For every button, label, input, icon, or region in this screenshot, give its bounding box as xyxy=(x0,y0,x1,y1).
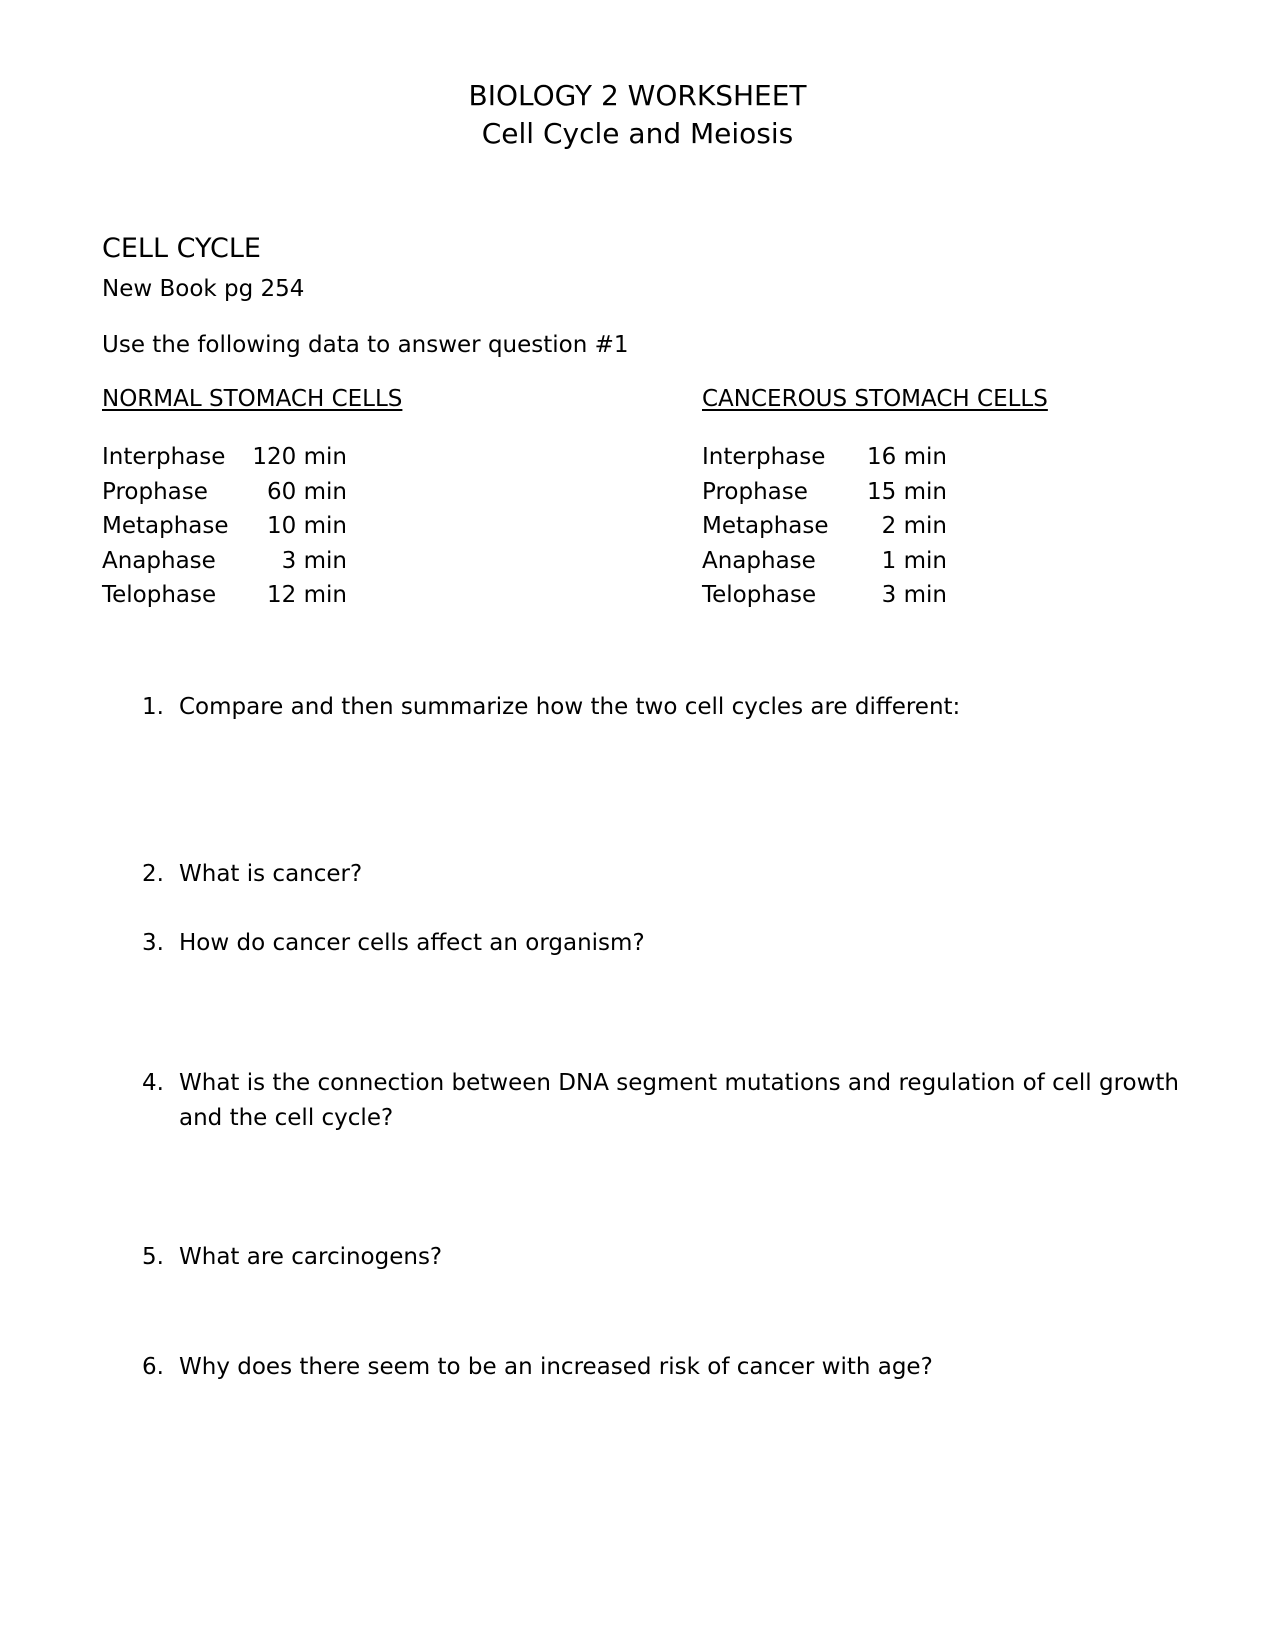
table-row xyxy=(702,544,947,579)
question-text: What are carcinogens? xyxy=(179,1244,443,1270)
phase-duration: 60 min xyxy=(267,478,347,505)
phase-duration: 12 min xyxy=(267,582,347,608)
question-3 xyxy=(138,926,1198,961)
normal-cells-heading: NORMAL STOMACH CELLS xyxy=(102,386,403,412)
phase-duration: 1 min xyxy=(881,547,947,574)
question-text: How do cancer cells affect an organism? xyxy=(179,930,645,956)
cancerous-cells-heading: CANCEROUS STOMACH CELLS xyxy=(702,386,1048,412)
worksheet-title: BIOLOGY 2 WORKSHEET xyxy=(468,79,807,112)
question-number: 1. xyxy=(142,694,164,720)
question-number: 3. xyxy=(142,930,164,956)
phase-duration: 120 min xyxy=(252,444,347,470)
question-5 xyxy=(138,1240,1198,1275)
phase-name: Interphase xyxy=(702,444,826,470)
worksheet-subtitle: Cell Cycle and Meiosis xyxy=(481,117,794,150)
phase-name: Interphase xyxy=(102,444,226,470)
table-row xyxy=(702,475,947,510)
phase-name: Anaphase xyxy=(702,547,816,574)
phase-name: Metaphase xyxy=(702,513,829,539)
phase-name: Prophase xyxy=(102,478,208,505)
phase-name: Metaphase xyxy=(102,513,229,539)
book-reference: New Book pg 254 xyxy=(102,276,305,302)
phase-name: Telophase xyxy=(702,582,817,608)
question-number: 2. xyxy=(142,861,164,887)
cancerous-cells-table xyxy=(702,440,947,613)
phase-name: Anaphase xyxy=(102,547,216,574)
phase-name: Telophase xyxy=(102,582,217,608)
instruction-text: Use the following data to answer question #1 xyxy=(102,332,629,358)
question-6 xyxy=(138,1350,1198,1385)
table-row xyxy=(102,578,347,613)
phase-duration: 16 min xyxy=(867,444,947,470)
table-row xyxy=(102,509,347,544)
table-row xyxy=(702,509,947,544)
phase-duration: 10 min xyxy=(267,513,347,539)
question-text: What is the connection between DNA segment mutations and regulation of cell growth and the cell cycle? xyxy=(179,1070,1179,1131)
normal-cells-table xyxy=(102,440,347,613)
question-number: 4. xyxy=(142,1070,164,1096)
phase-duration: 3 min xyxy=(881,582,947,608)
table-row xyxy=(702,440,947,475)
question-number: 5. xyxy=(142,1244,164,1270)
question-text: What is cancer? xyxy=(179,861,363,887)
question-number: 6. xyxy=(142,1354,164,1380)
question-4 xyxy=(138,1066,1198,1136)
table-row xyxy=(102,544,347,579)
phase-name: Prophase xyxy=(702,478,808,505)
table-row xyxy=(102,440,347,475)
phase-duration: 2 min xyxy=(881,513,947,539)
table-row xyxy=(702,578,947,613)
question-1 xyxy=(138,690,1198,725)
phase-duration: 3 min xyxy=(281,547,347,574)
question-2 xyxy=(138,857,1198,892)
question-text: Why does there seem to be an increased risk of cancer with age? xyxy=(179,1354,933,1380)
question-text: Compare and then summarize how the two cell cycles are different: xyxy=(179,694,961,720)
phase-duration: 15 min xyxy=(867,478,947,505)
section-heading: CELL CYCLE xyxy=(102,233,261,264)
table-row xyxy=(102,475,347,510)
